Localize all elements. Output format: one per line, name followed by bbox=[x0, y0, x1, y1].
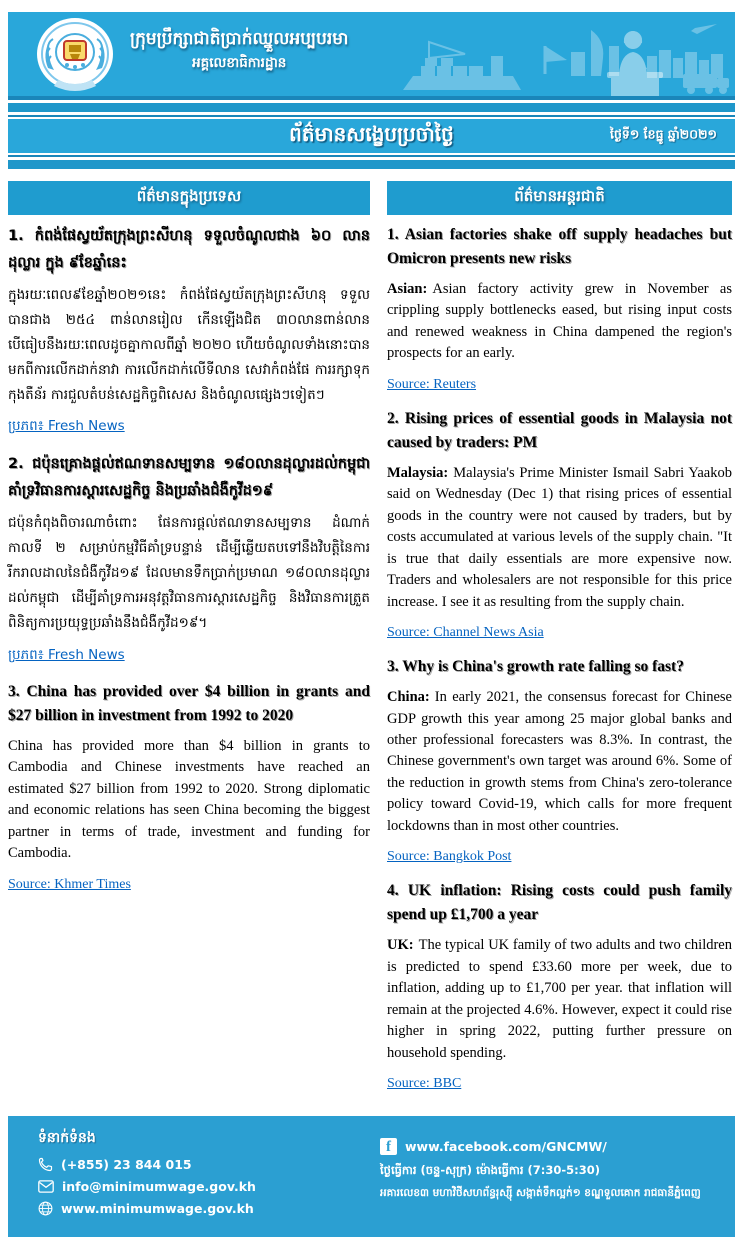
article-body bbox=[387, 463, 732, 613]
email-address: info@minimumwage.gov.kh bbox=[62, 1178, 256, 1194]
article-body bbox=[387, 279, 732, 365]
website-url: www.minimumwage.gov.kh bbox=[61, 1200, 254, 1216]
working-hours: ថ្ងៃធ្វើការ (ចន្ទ-សុក្រ) ម៉ោងធ្វើការ (7:30-5:30) bbox=[380, 1162, 601, 1177]
source-line bbox=[387, 845, 732, 865]
article-title: 4. UK inflation: Rising costs could push family spend up £1,700 a year bbox=[387, 882, 732, 924]
international-item-3 bbox=[387, 655, 732, 865]
source-link-bbc[interactable]: Source: BBC bbox=[387, 1075, 462, 1091]
source-link-fresh-news[interactable]: ប្រភព៖ Fresh News bbox=[8, 646, 125, 663]
article-title: 3. China has provided over $4 billion in grants and $27 billion in investment from 1992 to 2020 bbox=[8, 682, 370, 724]
domestic-section-header bbox=[8, 181, 370, 215]
article-title: 3. Why is China's growth rate falling so fast? bbox=[387, 658, 684, 676]
article-text: The typical UK family of two adults and two children is predicted to spend £33.60 more per week, due to inflation, adding up to £1,700 per year. that inflation will remain at the projected 4.6%. However, expect it could rise higher in spring 2022, putting further pressure on household spending. bbox=[387, 937, 732, 1061]
source-link-channel-news-asia[interactable]: Source: Channel News Asia bbox=[387, 625, 544, 641]
domestic-item-2 bbox=[8, 451, 370, 665]
source-line bbox=[387, 1072, 732, 1092]
source-line bbox=[8, 873, 370, 893]
bulletin-title-bar bbox=[8, 115, 735, 157]
footer-contact-block bbox=[8, 1128, 380, 1223]
globe-icon bbox=[38, 1201, 53, 1216]
port-trade-illustration bbox=[395, 16, 735, 96]
article-lead-word: Malaysia: bbox=[387, 464, 449, 481]
article-text: Asian factory activity grew in November as crippling supply bottlenecks eased, but rising input costs and renewed weakness in China dampened the region's prospects for an early. bbox=[387, 281, 732, 362]
article-text: In early 2021, the consensus forecast for Chinese GDP growth this year among 25 major global banks and other professional forecasters was 8.3%. In contrast, the Chinese government's own target was around 6%. Some of the reduction in growth stems from China's zero-tolerance policy toward Covid-19, which calls for more frequent lockdowns than in most other countries. bbox=[387, 689, 732, 834]
article-title: 2. Rising prices of essential goods in Malaysia not caused by traders: PM bbox=[387, 409, 732, 451]
bulletin-title: ព័ត៌មានសង្ខេបប្រចាំថ្ងៃ bbox=[289, 122, 454, 146]
source-line bbox=[8, 644, 370, 666]
footer bbox=[8, 1116, 735, 1237]
footer-info-block bbox=[380, 1128, 725, 1223]
international-section-header bbox=[387, 181, 732, 215]
phone-number: (+855) 23 844 015 bbox=[61, 1156, 192, 1172]
article-body: ជប៉ុនកំពុងពិចារណាចំពោះ ផែនការផ្តល់ឥណទានសម្បទាន ដំណាក់កាលទី ២ សម្រាប់កម្មវិធីគាំទ្របន្ទាន់ ដើម្បីឆ្លើយតបទៅនឹងវិបត្តិនៃការរីករាលដាលនៃជំងឺកូវីដ១៩ ដែលមានទឹកប្រាក់ប្រមាណ ១៨០លានដុល្លារដល់កម្ពុជា ដើម្បីគាំទ្រការអនុវត្តវិធានការស្ដារសេដ្ឋកិច្ច និងវិធានការត្រួតពិនិត្យការប្រយុទ្ធប្រឆាំងនឹងជំងឺកូវីដ១៩។ bbox=[8, 515, 370, 631]
international-news-column bbox=[387, 181, 732, 1106]
source-link-khmer-times[interactable]: Source: Khmer Times bbox=[8, 876, 131, 892]
source-line bbox=[387, 373, 732, 393]
domestic-item-3 bbox=[8, 680, 370, 893]
facebook-link[interactable] bbox=[380, 1138, 725, 1155]
article-lead-word: Asian: bbox=[387, 281, 428, 298]
divider-strip-top bbox=[8, 103, 735, 112]
source-link-bangkok-post[interactable]: Source: Bangkok Post bbox=[387, 849, 512, 865]
org-name-line2: អគ្គលេខាធិការដ្ឋាន bbox=[192, 55, 287, 72]
domestic-item-1 bbox=[8, 223, 370, 437]
facebook-url: www.facebook.com/GNCMW/ bbox=[405, 1138, 607, 1154]
international-item-1 bbox=[387, 223, 732, 393]
article-text: Malaysia's Prime Minister Ismail Sabri Yaakob said on Wednesday (Dec 1) that rising prices of essential goods in the country were not caused by traders, but by costs accumulated at various levels of the supply chain. "It is true that daily essentials are more expensive now. Traders and wholesalers are not responsible for this price increase. I see it as resulting from the supply chain. bbox=[387, 464, 732, 610]
org-name-line1: ក្រុមប្រឹក្សាជាតិប្រាក់ឈ្នួលអប្បបរមា bbox=[130, 29, 349, 49]
domestic-news-column bbox=[8, 181, 370, 1106]
article-lead-word: China: bbox=[387, 689, 430, 706]
international-section-title: ព័ត៌មានអន្តរជាតិ bbox=[514, 187, 605, 205]
source-link-fresh-news[interactable]: ប្រភព៖ Fresh News bbox=[8, 418, 125, 435]
article-body: China has provided more than $4 billion in grants to Cambodia and Chinese investments have reached an estimated $27 billion from 1992 to 2020. Strong diplomatic and economic relations has seen China becoming the biggest partner in terms of trade, investment and funding for Cambodia. bbox=[8, 737, 370, 862]
international-item-2 bbox=[387, 407, 732, 641]
phone-contact[interactable] bbox=[38, 1157, 380, 1172]
header-banner bbox=[8, 12, 735, 100]
bulletin-date: ថ្ងៃទី១ ខែធ្នូ ឆ្នាំ២០២១ bbox=[610, 126, 717, 142]
facebook-icon: f bbox=[380, 1138, 397, 1155]
email-contact[interactable] bbox=[38, 1179, 380, 1194]
article-lead-word: UK: bbox=[387, 937, 414, 954]
website-contact[interactable] bbox=[38, 1201, 380, 1216]
divider-strip-bottom bbox=[8, 160, 735, 169]
source-link-reuters[interactable]: Source: Reuters bbox=[387, 376, 477, 392]
article-body bbox=[387, 687, 732, 837]
article-body: ក្នុងរយៈពេល៩ខែឆ្នាំ២០២១នេះ កំពង់ផែស្វយ័តក្រុងព្រះសីហនុ ទទួលបានជាង ២៥៤ ពាន់លានរៀល កើនឡើងជិត ៣០លានពាន់លាន បើធៀបនឹងរយៈពេលដូចគ្នាកាលពីឆ្នាំ ២០២០ ហើយចំណូលទាំងនោះបានមកពីការលើកដាក់នាវា ការលើកដាក់លើទីលាន សេវាកំពង់ផែ ការរក្សាទុកកុងតឺន័រ ការជួលតំបន់សេដ្ឋកិច្ចពិសេស និងចំណូលផ្សេងៗទៀតៗ bbox=[8, 286, 370, 403]
org-logo bbox=[34, 16, 116, 96]
article-title: 2. ជប៉ុនគ្រោងផ្តល់ឥណទានសម្បទាន ១៨០លានដុល្លារដល់កម្ពុជា គាំទ្រវិធានការស្ដារសេដ្ឋកិច្ច និងប្រឆាំងជំងឺកូវីដ១៩ bbox=[8, 456, 370, 500]
source-line bbox=[387, 621, 732, 641]
article-title: 1. កំពង់ផែស្វយ័តក្រុងព្រះសីហនុ ទទួលចំណូលជាង ៦០ លានដុល្លារ ក្នុង ៩ខែឆ្នាំនេះ bbox=[8, 228, 370, 271]
article-body bbox=[387, 935, 732, 1064]
news-columns bbox=[8, 181, 735, 1106]
contact-heading: ទំនាក់ទំនង bbox=[38, 1129, 96, 1146]
email-icon bbox=[38, 1180, 54, 1193]
emblem-icon bbox=[34, 16, 116, 96]
source-line bbox=[8, 415, 370, 437]
domestic-section-title: ព័ត៌មានក្នុងប្រទេស bbox=[136, 187, 242, 205]
phone-icon bbox=[38, 1157, 53, 1172]
article-title: 1. Asian factories shake off supply headaches but Omicron presents new risks bbox=[387, 226, 732, 268]
org-name-block bbox=[130, 26, 348, 75]
office-address: អគារលេខ៣ មហាវិថីសហព័ន្ធរុស្ស៊ី សង្កាត់ទឹកល្អក់១ ខណ្ឌទួលគោក រាជធានីភ្នំពេញ bbox=[380, 1187, 701, 1200]
international-item-4 bbox=[387, 879, 732, 1092]
